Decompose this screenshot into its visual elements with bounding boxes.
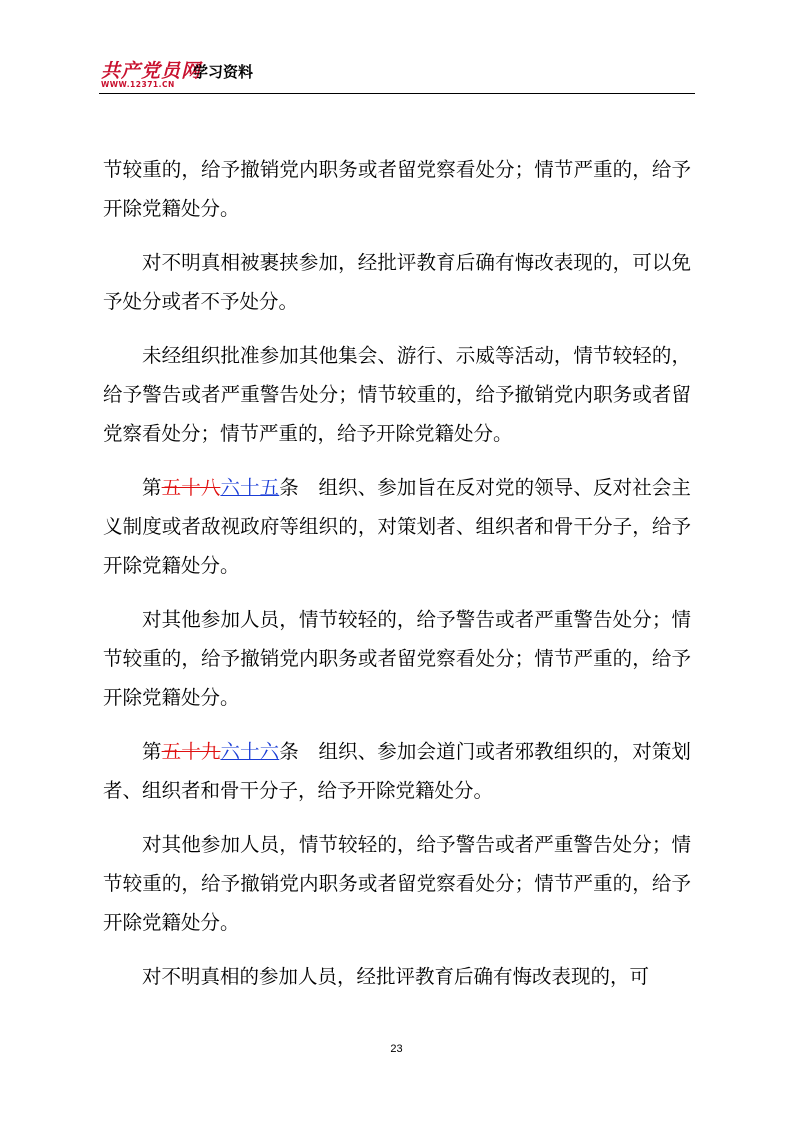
inserted-article-number: 六十五: [220, 476, 280, 499]
article-suffix: 条: [279, 476, 299, 499]
logo-url: WWW.12371.CN: [101, 80, 175, 89]
paragraph-text: 组织、参加会道门或者邪教组织的，对策划者、组织者和骨干分子，给予开除党籍处分。: [103, 740, 691, 802]
paragraph-8: [103, 957, 691, 996]
paragraph-text: 组织、参加旨在反对党的领导、反对社会主义制度或者敌视政府等组织的，对策划者、组织者和骨干分子，给予开除党籍处分。: [103, 476, 691, 577]
paragraph-text: 未经组织批准参加其他集会、游行、示威等活动，情节较轻的，给予警告或者严重警告处分；情节较重的，给予撤销党内职务或者留党察看处分；情节严重的，给予开除党籍处分。: [103, 344, 691, 445]
article-prefix: 第: [142, 476, 162, 499]
paragraph-text: 对不明真相的参加人员，经批评教育后确有悔改表现的，可: [142, 965, 650, 988]
page-number: 23: [390, 1043, 403, 1055]
page-header: [99, 50, 695, 94]
document-body: [103, 150, 691, 1011]
article-65: [103, 468, 691, 585]
deleted-article-number: 五十九: [161, 740, 221, 763]
paragraph-2: [103, 243, 691, 321]
paragraph-text: 对不明真相被裹挟参加，经批评教育后确有悔改表现的，可以免予处分或者不予处分。: [103, 251, 691, 313]
article-66: [103, 732, 691, 810]
article-prefix: 第: [142, 740, 162, 763]
deleted-article-number: 五十八: [161, 476, 221, 499]
paragraph-text: 对其他参加人员，情节较轻的，给予警告或者严重警告处分；情节较重的，给予撤销党内职务或者留党察看处分；情节严重的，给予开除党籍处分。: [103, 833, 691, 934]
article-suffix: 条: [279, 740, 299, 763]
paragraph-1: [103, 150, 691, 228]
site-logo: 共产党员网: [101, 60, 202, 82]
inserted-article-number: 六十六: [220, 740, 280, 763]
header-divider: [99, 93, 695, 94]
header-title: 学习资料: [193, 63, 254, 81]
paragraph-7: [103, 825, 691, 942]
paragraph-text: 节较重的，给予撤销党内职务或者留党察看处分；情节严重的，给予开除党籍处分。: [103, 158, 691, 220]
paragraph-3: [103, 336, 691, 453]
paragraph-text: 对其他参加人员，情节较轻的，给予警告或者严重警告处分；情节较重的，给予撤销党内职务或者留党察看处分；情节严重的，给予开除党籍处分。: [103, 608, 691, 709]
paragraph-5: [103, 600, 691, 717]
